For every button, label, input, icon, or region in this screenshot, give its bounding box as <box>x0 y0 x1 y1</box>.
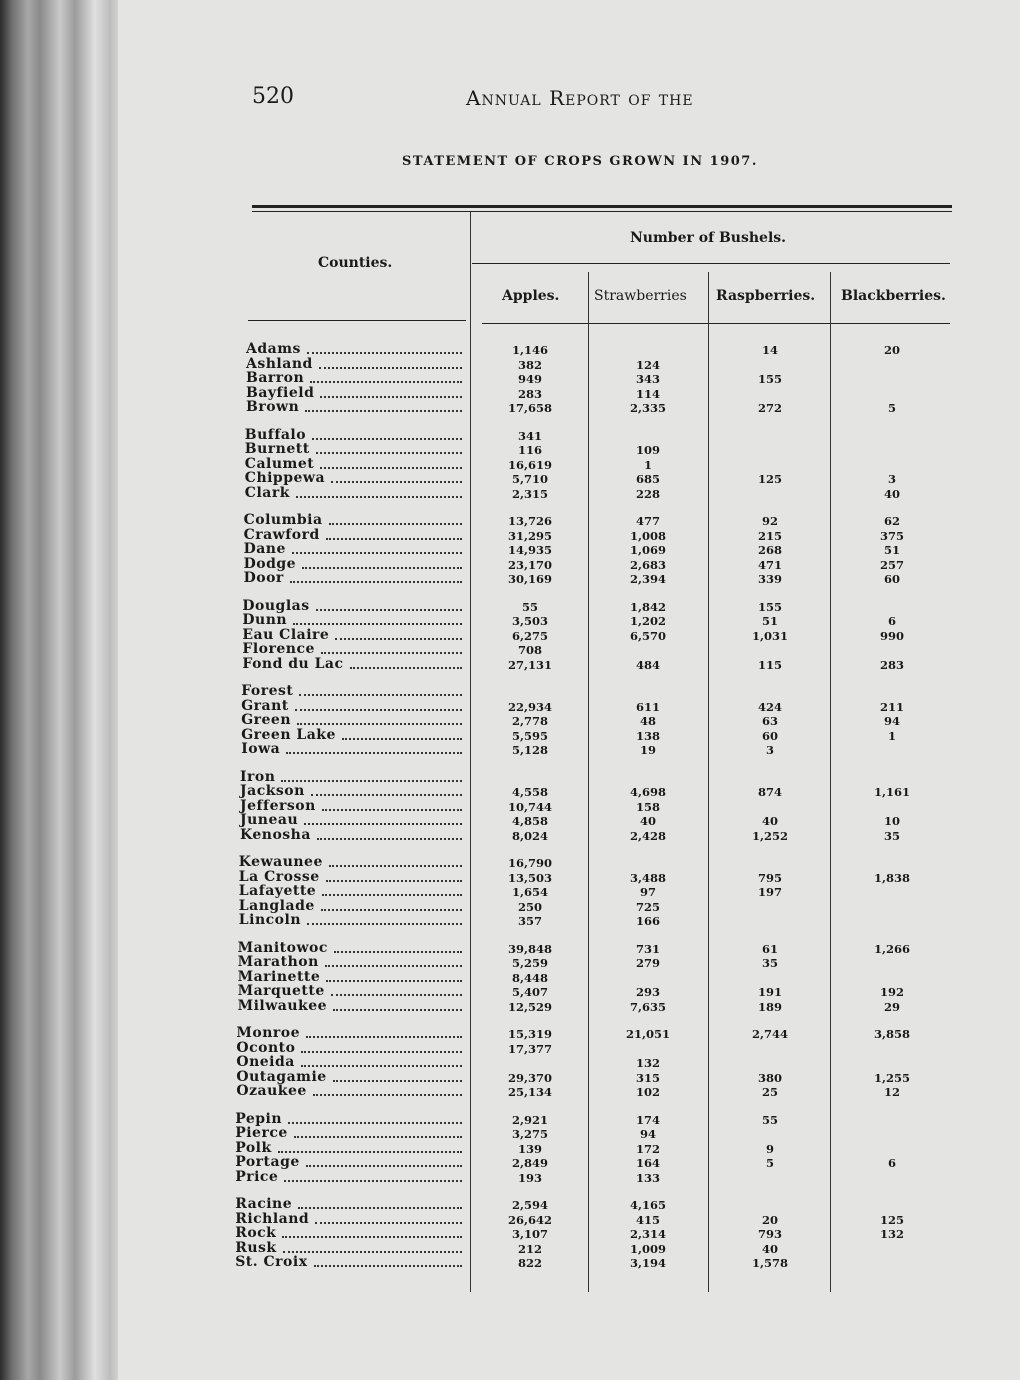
strawberries-cell: 1,069 <box>629 543 666 558</box>
leader-dots <box>292 552 462 554</box>
raspberries-cell: 155 <box>757 372 782 387</box>
blackberries-cell: 1,266 <box>873 941 910 956</box>
apples-cell: 5,259 <box>511 956 548 971</box>
apples-cell: 27,131 <box>507 657 552 672</box>
leader-dots <box>307 923 462 925</box>
raspberries-cell: 795 <box>757 870 782 885</box>
strawberries-cell: 484 <box>635 657 660 672</box>
leader-dots <box>316 609 462 611</box>
county-name: Dodge <box>243 555 297 572</box>
apples-cell: 4,558 <box>511 785 548 800</box>
leader-dots <box>326 538 462 540</box>
county-name: Oconto <box>236 1039 296 1056</box>
leader-dots <box>281 780 462 782</box>
blackberries-cell: 51 <box>883 543 900 558</box>
raspberries-cell: 874 <box>757 785 782 800</box>
blackberries-cell: 29 <box>883 999 900 1014</box>
leader-dots <box>307 352 462 354</box>
raspberries-cell: 14 <box>761 343 778 357</box>
raspberries-cell: 92 <box>761 514 778 528</box>
strawberries-cell: 731 <box>635 941 660 956</box>
raspberries-cell: 471 <box>757 557 782 572</box>
leader-dots <box>301 1051 462 1053</box>
county-name: Fond du Lac <box>242 655 344 672</box>
strawberries-cell: 133 <box>635 1170 660 1185</box>
county-name: Forest <box>241 683 294 699</box>
apples-cell: 5,407 <box>511 985 548 1000</box>
raspberries-cell: 40 <box>761 1241 778 1256</box>
county-name: Dunn <box>242 612 288 629</box>
apples-cell: 2,921 <box>511 1112 548 1127</box>
apples-cell: 341 <box>517 428 542 443</box>
county-name: Florence <box>242 641 315 658</box>
raspberries-cell: 20 <box>761 1212 778 1227</box>
county-name: Rock <box>235 1225 277 1242</box>
leader-dots <box>334 951 462 953</box>
county-name: Bayfield <box>246 384 315 401</box>
apples-cell: 5,595 <box>511 728 548 743</box>
leader-dots <box>298 1207 462 1209</box>
raspberries-cell: 9 <box>765 1141 774 1156</box>
county-name: Ashland <box>246 355 313 372</box>
apples-cell: 250 <box>517 899 542 914</box>
strawberries-cell: 685 <box>635 472 660 487</box>
raspberries-cell: 155 <box>757 599 782 614</box>
county-name: Lafayette <box>238 883 317 900</box>
county-name: Milwaukee <box>237 997 328 1014</box>
leader-dots <box>312 438 462 440</box>
county-name: Price <box>235 1168 279 1185</box>
leader-dots <box>315 1222 462 1224</box>
apples-cell: 212 <box>517 1241 542 1256</box>
blackberries-cell: 20 <box>883 343 900 357</box>
leader-dots <box>283 1251 462 1253</box>
blackberries-cell: 1,838 <box>873 870 910 885</box>
apples-cell: 16,619 <box>507 457 552 472</box>
apples-cell: 13,503 <box>507 870 552 885</box>
leader-dots <box>302 567 462 569</box>
leader-dots <box>299 694 462 696</box>
county-name: Monroe <box>236 1025 301 1041</box>
raspberries-cell: 51 <box>761 614 778 629</box>
raspberries-cell: 380 <box>757 1070 782 1085</box>
leader-dots <box>286 752 462 754</box>
county-name: Brown <box>246 399 300 416</box>
blackberries-cell: 283 <box>879 657 904 672</box>
leader-dots <box>306 1036 462 1038</box>
leader-dots <box>317 838 462 840</box>
strawberries-cell: 3,488 <box>629 870 666 885</box>
strawberries-cell: 1,842 <box>629 599 666 614</box>
county-name: Rusk <box>235 1239 277 1256</box>
apples-cell: 8,448 <box>511 970 548 985</box>
strawberries-cell: 1 <box>643 457 652 472</box>
table-title: STATEMENT OF CROPS GROWN IN 1907. <box>402 154 758 169</box>
apples-cell: 1,146 <box>511 343 548 357</box>
raspberries-cell: 63 <box>761 714 778 729</box>
leader-dots <box>310 381 462 383</box>
apples-cell: 30,169 <box>507 572 552 587</box>
leader-dots <box>297 723 462 725</box>
strawberries-cell: 109 <box>635 443 660 458</box>
leader-dots <box>278 1151 462 1153</box>
columns-rule <box>482 323 950 324</box>
header-apples: Apples. <box>502 288 560 304</box>
apples-cell: 2,315 <box>511 486 548 501</box>
county-name: Clark <box>244 484 290 501</box>
apples-cell: 23,170 <box>507 557 552 572</box>
blackberries-cell: 5 <box>887 401 896 416</box>
strawberries-cell: 138 <box>635 728 660 743</box>
strawberries-cell: 7,635 <box>629 999 666 1014</box>
county-name: Iron <box>240 768 276 785</box>
county-name: La Crosse <box>238 868 320 885</box>
leader-dots <box>295 709 462 711</box>
apples-cell: 116 <box>517 443 542 458</box>
county-name: Eau Claire <box>242 626 330 643</box>
strawberries-cell: 315 <box>635 1070 660 1085</box>
blackberries-cell: 3 <box>887 472 896 487</box>
raspberries-cell: 55 <box>761 1112 778 1127</box>
county-name: Outagamie <box>236 1068 327 1085</box>
strawberries-cell: 725 <box>635 899 660 914</box>
strawberries-cell: 102 <box>635 1085 660 1100</box>
apples-cell: 17,377 <box>507 1041 552 1056</box>
raspberries-cell: 1,252 <box>751 828 788 843</box>
apples-cell: 8,024 <box>511 828 548 843</box>
county-name: Iowa <box>241 741 281 758</box>
header-counties: Counties. <box>318 255 393 271</box>
strawberries-cell: 6,570 <box>629 628 666 643</box>
raspberries-cell: 1,031 <box>751 628 788 643</box>
county-name: Racine <box>235 1196 293 1212</box>
county-name: Crawford <box>243 526 320 543</box>
blackberries-cell: 192 <box>879 985 904 1000</box>
raspberries-cell: 61 <box>761 941 778 956</box>
blackberries-cell: 12 <box>883 1085 900 1100</box>
county-name: Douglas <box>242 597 310 614</box>
county-name: Kewaunee <box>238 854 323 870</box>
blackberries-cell: 375 <box>879 528 904 543</box>
county-name: Green Lake <box>241 726 336 743</box>
leader-dots <box>284 1180 462 1182</box>
raspberries-cell: 272 <box>757 401 782 416</box>
county-name: Kenosha <box>240 826 311 843</box>
raspberries-cell: 339 <box>757 572 782 587</box>
apples-cell: 4,858 <box>511 814 548 829</box>
apples-cell: 55 <box>521 599 538 614</box>
col-divider-1 <box>470 212 471 1292</box>
leader-dots <box>288 1122 462 1124</box>
county-name: Oneida <box>236 1054 295 1071</box>
header-raspberries: Raspberries. <box>716 288 816 304</box>
apples-cell: 14,935 <box>507 543 552 558</box>
county-name: Manitowoc <box>237 939 328 956</box>
apples-cell: 26,642 <box>507 1212 552 1227</box>
county-name: Marathon <box>237 954 319 971</box>
apples-cell: 2,594 <box>511 1198 548 1212</box>
apples-cell: 3,503 <box>511 614 548 629</box>
strawberries-cell: 174 <box>635 1112 660 1127</box>
header-blackberries: Blackberries. <box>841 288 946 304</box>
county-name: Jackson <box>240 783 305 800</box>
strawberries-cell: 415 <box>635 1212 660 1227</box>
strawberries-cell: 293 <box>635 985 660 1000</box>
leader-dots <box>329 523 462 525</box>
apples-cell: 29,370 <box>507 1070 552 1085</box>
blackberries-cell: 990 <box>879 628 904 643</box>
county-name: Richland <box>235 1210 310 1227</box>
leader-dots <box>350 667 462 669</box>
leader-dots <box>326 980 462 982</box>
blackberries-cell: 3,858 <box>873 1027 910 1041</box>
col-divider-3 <box>708 272 709 1292</box>
apples-cell: 17,658 <box>507 401 552 416</box>
strawberries-cell: 228 <box>635 486 660 501</box>
counties-rule <box>248 320 466 321</box>
strawberries-cell: 1,202 <box>629 614 666 629</box>
apples-cell: 2,778 <box>511 714 548 729</box>
county-name: Jefferson <box>240 797 316 814</box>
strawberries-cell: 611 <box>635 699 660 714</box>
blackberries-cell: 62 <box>883 514 900 528</box>
leader-dots <box>306 1165 462 1167</box>
county-name: Adams <box>246 341 301 357</box>
raspberries-cell: 424 <box>757 699 782 714</box>
county-name: Marinette <box>237 968 321 985</box>
apples-cell: 822 <box>517 1256 542 1271</box>
leader-dots <box>293 623 462 625</box>
apples-cell: 16,790 <box>507 856 552 870</box>
county-name: Grant <box>241 697 289 714</box>
strawberries-cell: 124 <box>635 357 660 372</box>
apples-cell: 357 <box>517 914 542 929</box>
county-name: Chippewa <box>244 470 326 487</box>
apples-cell: 13,726 <box>507 514 552 528</box>
strawberries-cell: 94 <box>639 1127 656 1142</box>
leader-dots <box>314 1265 462 1267</box>
apples-cell: 31,295 <box>507 528 552 543</box>
blackberries-cell: 94 <box>883 714 900 729</box>
leader-dots <box>322 809 462 811</box>
blackberries-cell: 1,255 <box>873 1070 910 1085</box>
raspberries-cell: 197 <box>757 885 782 900</box>
leader-dots <box>333 1009 462 1011</box>
blackberries-cell: 257 <box>879 557 904 572</box>
apples-cell: 1,654 <box>511 885 548 900</box>
strawberries-cell: 2,394 <box>629 572 666 587</box>
header-number-of-bushels: Number of Bushels. <box>630 230 787 246</box>
apples-cell: 22,934 <box>507 699 552 714</box>
raspberries-cell: 2,744 <box>751 1027 788 1041</box>
strawberries-cell: 172 <box>635 1141 660 1156</box>
leader-dots <box>333 1080 462 1082</box>
raspberries-cell: 3 <box>765 743 774 758</box>
blackberries-cell: 6 <box>887 614 896 629</box>
strawberries-cell: 158 <box>635 799 660 814</box>
leader-dots <box>282 1236 462 1238</box>
county-name: Columbia <box>243 512 323 528</box>
leader-dots <box>342 738 462 740</box>
leader-dots <box>321 909 462 911</box>
blackberries-cell: 10 <box>883 814 900 829</box>
county-name: Dane <box>243 541 286 558</box>
strawberries-cell: 114 <box>635 386 660 401</box>
raspberries-cell: 60 <box>761 728 778 743</box>
apples-cell: 25,134 <box>507 1085 552 1100</box>
apples-cell: 2,849 <box>511 1156 548 1171</box>
strawberries-cell: 132 <box>635 1056 660 1071</box>
county-name: Pierce <box>235 1125 288 1142</box>
page-number: 520 <box>252 84 294 109</box>
apples-cell: 708 <box>517 643 542 658</box>
leader-dots <box>304 823 462 825</box>
blackberries-cell: 1 <box>887 728 896 743</box>
strawberries-cell: 19 <box>639 743 656 758</box>
apples-cell: 5,128 <box>511 743 548 758</box>
book-binding <box>0 0 120 1380</box>
strawberries-cell: 279 <box>635 956 660 971</box>
county-name: Ozaukee <box>236 1083 307 1100</box>
leader-dots <box>316 452 462 454</box>
leader-dots <box>305 410 462 412</box>
leader-dots <box>320 467 462 469</box>
county-name: Polk <box>235 1139 272 1156</box>
leader-dots <box>319 367 462 369</box>
strawberries-cell: 343 <box>635 372 660 387</box>
strawberries-cell: 3,194 <box>629 1256 666 1271</box>
strawberries-cell: 4,698 <box>629 785 666 800</box>
leader-dots <box>329 865 462 867</box>
blackberries-cell: 35 <box>883 828 900 843</box>
strawberries-cell: 1,009 <box>629 1241 666 1256</box>
raspberries-cell: 35 <box>761 956 778 971</box>
county-name: Burnett <box>244 441 310 458</box>
county-name: Door <box>243 570 284 587</box>
blackberries-cell: 132 <box>879 1227 904 1242</box>
apples-cell: 193 <box>517 1170 542 1185</box>
apples-cell: 39,848 <box>507 941 552 956</box>
raspberries-cell: 125 <box>757 472 782 487</box>
raspberries-cell: 40 <box>761 814 778 829</box>
raspberries-cell: 215 <box>757 528 782 543</box>
blackberries-cell: 1,161 <box>873 785 910 800</box>
apples-cell: 382 <box>517 357 542 372</box>
apples-cell: 139 <box>517 1141 542 1156</box>
strawberries-cell: 2,335 <box>629 401 666 416</box>
blackberries-cell: 6 <box>887 1156 896 1171</box>
apples-cell: 15,319 <box>507 1027 552 1041</box>
leader-dots <box>294 1136 462 1138</box>
apples-cell: 3,107 <box>511 1227 548 1242</box>
strawberries-cell: 2,683 <box>629 557 666 572</box>
strawberries-cell: 97 <box>639 885 656 900</box>
leader-dots <box>331 994 462 996</box>
strawberries-cell: 48 <box>639 714 656 729</box>
county-name: Lincoln <box>238 912 301 929</box>
strawberries-cell: 477 <box>635 514 660 528</box>
apples-cell: 949 <box>517 372 542 387</box>
raspberries-cell: 189 <box>757 999 782 1014</box>
county-name: St. Croix <box>235 1254 308 1271</box>
leader-dots <box>320 396 462 398</box>
leader-dots <box>335 638 462 640</box>
raspberries-cell: 25 <box>761 1085 778 1100</box>
apples-cell: 283 <box>517 386 542 401</box>
strawberries-cell: 40 <box>639 814 656 829</box>
county-name: Barron <box>246 370 305 387</box>
county-name: Calumet <box>244 455 315 472</box>
blackberries-cell: 211 <box>879 699 904 714</box>
apples-cell: 12,529 <box>507 999 552 1014</box>
leader-dots <box>311 794 462 796</box>
leader-dots <box>296 496 462 498</box>
blackberries-cell: 125 <box>879 1212 904 1227</box>
leader-dots <box>326 880 462 882</box>
county-name: Green <box>241 712 292 729</box>
blackberries-cell: 60 <box>883 572 900 587</box>
strawberries-cell: 4,165 <box>629 1198 666 1212</box>
blackberries-cell: 40 <box>883 486 900 501</box>
leader-dots <box>322 894 462 896</box>
running-head: Annual Report of the <box>466 86 694 110</box>
leader-dots <box>321 652 462 654</box>
county-name: Juneau <box>240 812 299 829</box>
county-name: Langlade <box>238 897 315 914</box>
apples-cell: 10,744 <box>507 799 552 814</box>
strawberries-cell: 166 <box>635 914 660 929</box>
apples-cell: 5,710 <box>511 472 548 487</box>
leader-dots <box>301 1065 462 1067</box>
col-divider-2 <box>588 272 589 1292</box>
top-rule-thin <box>252 211 952 212</box>
raspberries-cell: 1,578 <box>751 1256 788 1271</box>
strawberries-cell: 164 <box>635 1156 660 1171</box>
county-name: Portage <box>235 1154 300 1171</box>
county-name: Buffalo <box>244 426 307 443</box>
leader-dots <box>331 481 462 483</box>
county-name: Pepin <box>235 1110 283 1127</box>
county-name: Marquette <box>237 983 325 1000</box>
apples-cell: 6,275 <box>511 628 548 643</box>
raspberries-cell: 5 <box>765 1156 774 1171</box>
group-rule <box>472 263 950 264</box>
leader-dots <box>290 581 462 583</box>
raspberries-cell: 191 <box>757 985 782 1000</box>
col-divider-4 <box>830 272 831 1292</box>
top-rule <box>252 205 952 208</box>
strawberries-cell: 2,428 <box>629 828 666 843</box>
raspberries-cell: 115 <box>757 657 782 672</box>
apples-cell: 3,275 <box>511 1127 548 1142</box>
raspberries-cell: 268 <box>757 543 782 558</box>
header-strawberries: Strawberries <box>594 288 687 304</box>
leader-dots <box>325 965 462 967</box>
raspberries-cell: 793 <box>757 1227 782 1242</box>
leader-dots <box>313 1094 462 1096</box>
strawberries-cell: 21,051 <box>625 1027 670 1041</box>
strawberries-cell: 1,008 <box>629 528 666 543</box>
strawberries-cell: 2,314 <box>629 1227 666 1242</box>
